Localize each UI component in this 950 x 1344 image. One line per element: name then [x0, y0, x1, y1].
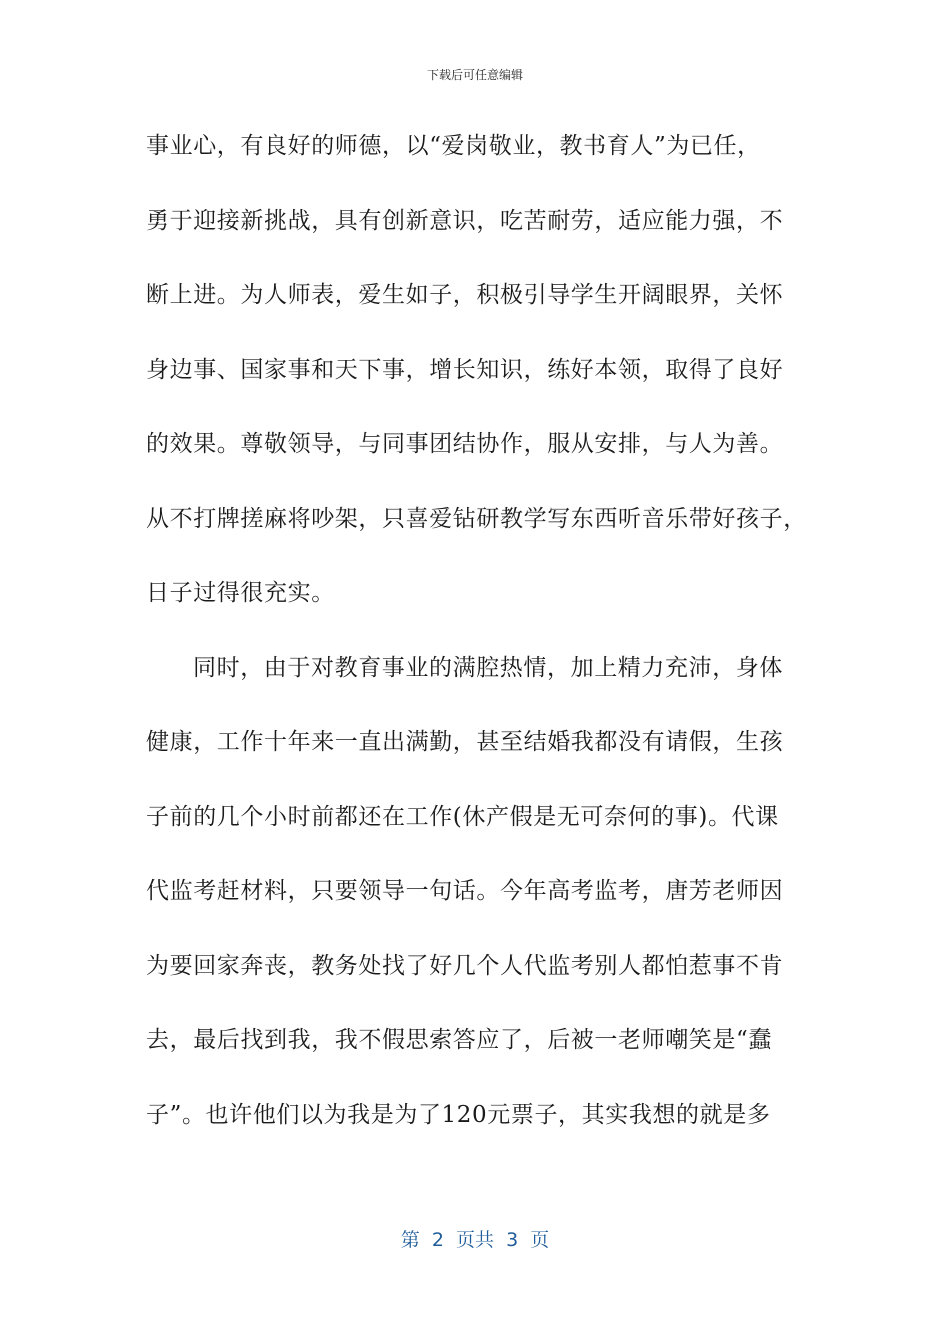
- body-line: 去，最后找到我，我不假思索答应了，后被一老师嘲笑是“蠢: [146, 1027, 772, 1053]
- body-line: 日子过得很充实。: [146, 580, 335, 606]
- body-line: 代监考赶材料，只要领导一句话。今年高考监考，唐芳老师因: [146, 878, 784, 904]
- body-line: 子”。也许他们以为我是为了120元票子，其实我想的就是多: [146, 1101, 771, 1128]
- body-line: 身边事、国家事和天下事，增长知识，练好本领，取得了良好: [146, 356, 784, 383]
- page-header: 下载后可任意编辑: [426, 68, 523, 82]
- document-body: [146, 120, 816, 1163]
- body-line: 子前的几个小时前都还在工作(休产假是无可奈何的事)。代课: [146, 803, 779, 830]
- body-line: 事业心，有良好的师德，以“爱岗敬业，教书育人”为已任，: [146, 133, 761, 159]
- page-number-footer: 第 2 页共 3 页: [400, 1229, 550, 1251]
- body-line: 断上进。为人师表，爱生如子，积极引导学生开阔眼界，关怀: [146, 282, 784, 308]
- paragraph-start-line: 同时，由于对教育事业的满腔热情，加上精力充沛，身体: [193, 654, 783, 681]
- body-line: 为要回家奔丧，教务处找了好几个人代监考别人都怕惹事不肯: [146, 952, 784, 979]
- body-line: 的效果。尊敬领导，与同事团结协作，服从安排，与人为善。: [146, 431, 784, 457]
- body-line: 勇于迎接新挑战，具有创新意识，吃苦耐劳，适应能力强，不: [146, 207, 784, 234]
- body-line: 健康，工作十年来一直出满勤，甚至结婚我都没有请假，生孩: [146, 729, 784, 755]
- body-line: 从不打牌搓麻将吵架，只喜爱钻研教学写东西听音乐带好孩子，: [146, 505, 807, 532]
